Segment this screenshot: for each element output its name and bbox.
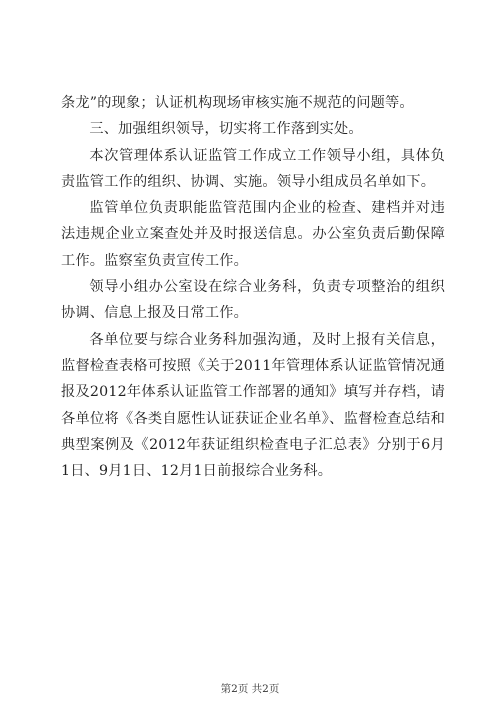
paragraph-1: 条龙”的现象；认证机构现场审核实施不规范的问题等。 bbox=[61, 95, 414, 111]
paragraph-6: 各单位要与综合业务科加强沟通，及时上报有关信息，监督检查表格可按照《关于2011年管理体系认证监管情况通报及2012年体系认证监管工作部署的通知》填写并存档，请各单位将《各类自愿性认证获证企业名单》、监督检查总结和典型案例及《2012年获证组织检查电子汇总表》分别于6月1日、9月1日、12月1日前报综合业务科。 bbox=[61, 331, 445, 480]
page-footer bbox=[0, 681, 500, 696]
page-number: 第2页 共2页 bbox=[220, 683, 280, 695]
paragraph-2-section-heading: 三、加强组织领导，切实将工作落到实处。 bbox=[89, 121, 363, 138]
document-body bbox=[61, 90, 445, 484]
paragraph-4: 监管单位负责职能监管范围内企业的检查、建档并对违法违规企业立案查处并及时报送信息。办公室负责后勤保障工作。监察室负责宣传工作。 bbox=[61, 200, 445, 269]
paragraph-3: 本次管理体系认证监管工作成立工作领导小组，具体负责监管工作的组织、协调、实施。领导小组成员名单如下。 bbox=[61, 147, 445, 190]
paragraph-5: 领导小组办公室设在综合业务科，负责专项整治的组织协调、信息上报及日常工作。 bbox=[61, 279, 445, 322]
